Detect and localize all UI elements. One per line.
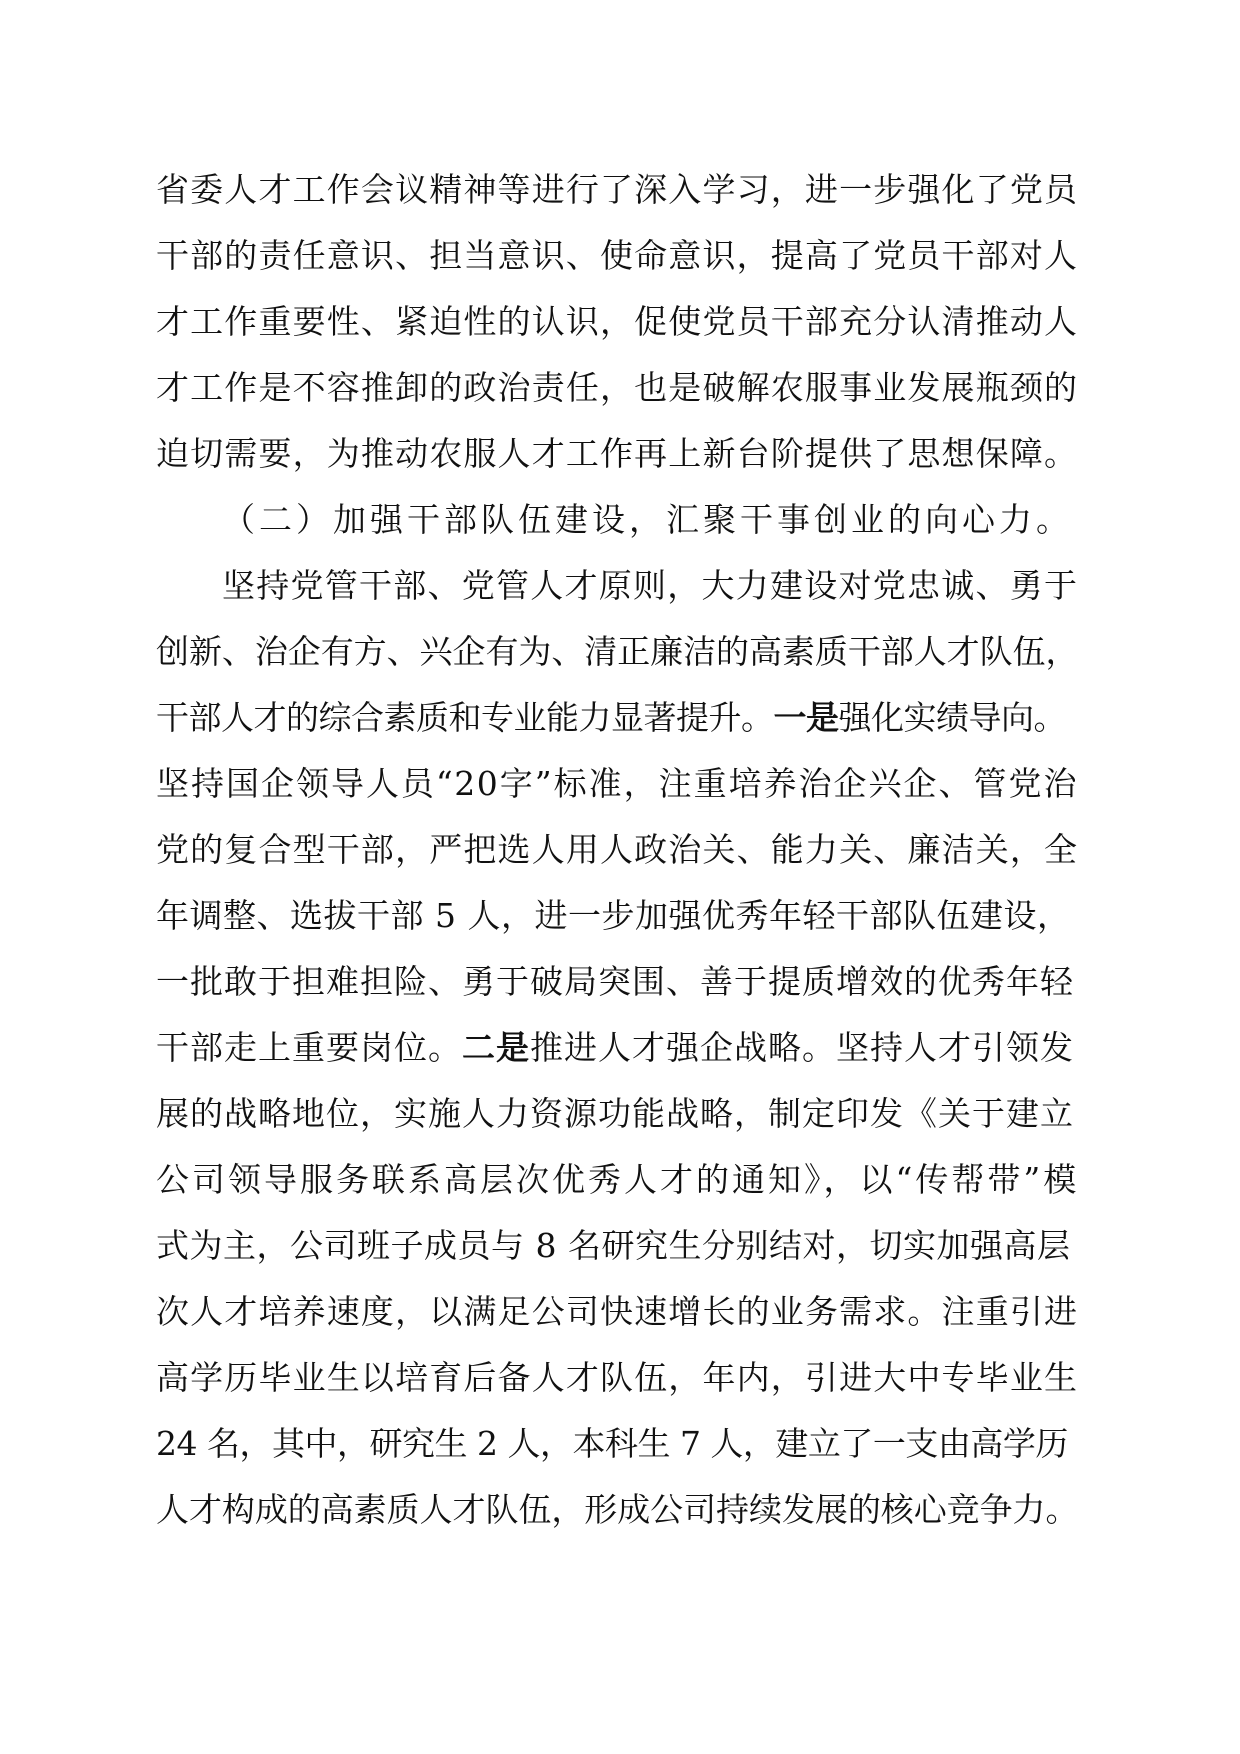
paragraph-line: 创新、治企有方、兴企有为、清正廉洁的高素质干部人才队伍， [156, 632, 1078, 671]
paragraph-line: 高学历毕业生以培育后备人才队伍，年内，引进大中专毕业生 [156, 1358, 1078, 1397]
paragraph-line: 才工作重要性、紧迫性的认识，促使党员干部充分认清推动人 [156, 302, 1078, 341]
paragraph-line: 人才构成的高素质人才队伍，形成公司持续发展的核心竞争力。 [156, 1490, 1078, 1529]
paragraph-line: 年调整、选拔干部 5 人，进一步加强优秀年轻干部队伍建设， [156, 896, 1071, 935]
line-text: 强化实绩导向。 [838, 698, 1066, 737]
paragraph-line: 坚持国企领导人员“20字”标准，注重培养治企兴企、管党治 [156, 764, 1078, 803]
paragraph-line: 才工作是不容推卸的政治责任，也是破解农服事业发展瓶颈的 [156, 368, 1078, 407]
emphasis-second: 二是 [462, 1028, 530, 1067]
line-text: 干部人才的综合素质和专业能力显著提升。 [156, 698, 774, 737]
paragraph-line: 展的战略地位，实施人力资源功能战略，制定印发《关于建立 [156, 1094, 1074, 1133]
paragraph-line: 干部的责任意识、担当意识、使命意识，提高了党员干部对人 [156, 236, 1078, 275]
paragraph-line: 公司领导服务联系高层次优秀人才的通知》，以“传帮带”模 [156, 1160, 1080, 1199]
paragraph-line: 24 名，其中，研究生 2 人，本科生 7 人，建立了一支由高学历 [156, 1424, 1068, 1463]
paragraph-line: 式为主，公司班子成员与 8 名研究生分别结对，切实加强高层 [156, 1226, 1071, 1265]
paragraph-line: 一批敢于担难担险、勇于破局突围、善于提质增效的优秀年轻 [156, 962, 1074, 1001]
paragraph-line: 坚持党管干部、党管人才原则，大力建设对党忠诚、勇于 [222, 566, 1078, 605]
paragraph-line [156, 1013, 1078, 1083]
paragraph-line [156, 683, 1078, 753]
line-text: 干部走上重要岗位。 [156, 1028, 462, 1067]
paragraph-line: 党的复合型干部，严把选人用人政治关、能力关、廉洁关，全 [156, 830, 1078, 869]
paragraph-line: 次人才培养速度，以满足公司快速增长的业务需求。注重引进 [156, 1292, 1078, 1331]
line-text: 推进人才强企战略。坚持人才引领发 [530, 1028, 1074, 1067]
paragraph-line: 省委人才工作会议精神等进行了深入学习，进一步强化了党员 [156, 170, 1078, 209]
section-heading: （二）加强干部队伍建设，汇聚干事创业的向心力。 [222, 500, 1073, 539]
emphasis-first: 一是 [773, 698, 839, 737]
paragraph-line: 迫切需要，为推动农服人才工作再上新台阶提供了思想保障。 [156, 434, 1078, 473]
